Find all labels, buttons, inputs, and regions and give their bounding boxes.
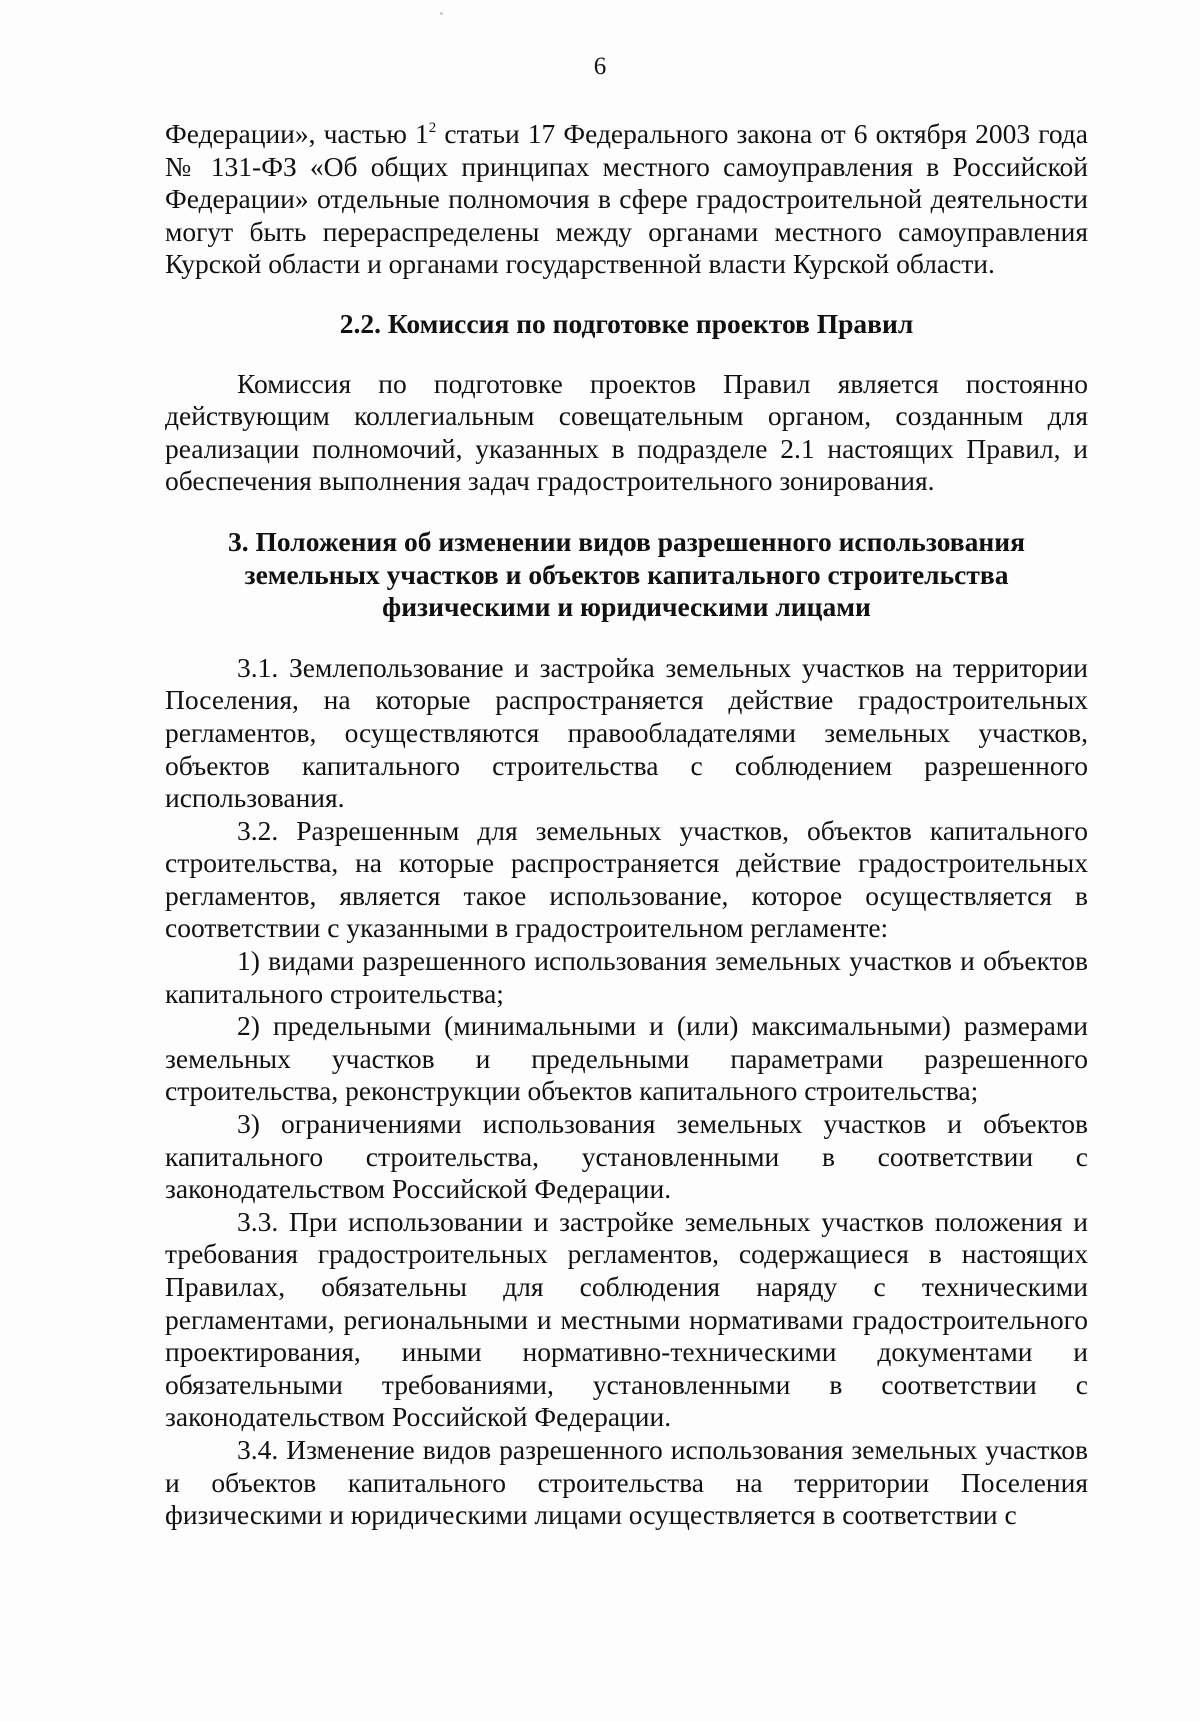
paragraph-commission: Комиссия по подготовке проектов Правил является постоянно действующим коллегиальным совещательным органом, созданным для реализации полномочий, указанных в подразделе 2.1 настоящих Правил, и обеспечения выполнения задач градостроительного зонирования. (165, 367, 1088, 497)
document-body (165, 118, 1088, 1532)
page-number: 6 (593, 53, 607, 80)
section-heading-2-2: 2.2. Комиссия по подготовке проектов Правил (339, 307, 914, 339)
paragraph-continuation-text-end: статьи 17 Федерального закона от 6 октября 2003 года № 131-ФЗ «Об общих принципах местного самоуправления в Российской Федерации» отдельные полномочия в сфере градостроительной деятельности могут быть перераспределены между органами местного самоуправления Курской области и органами государственной власти Курской области. (165, 118, 1088, 280)
paragraph-3-4: 3.4. Изменение видов разрешенного использования земельных участков и объектов капитального строительства на территории Поселения физическими и юридическими лицами осуществляется в соответствии с (165, 1433, 1088, 1531)
section-heading-3-line-1: 3. Положения об изменении видов разрешенного использования (228, 525, 1025, 557)
paragraph-3-1: 3.1. Землепользование и застройка земельных участков на территории Поселения, на которые распространяется действие градостроительных регламентов, осуществляются правообладателями земельных участков, объектов капитального строительства с соблюдением разрешенного использования. (165, 651, 1088, 814)
paragraph-3-2: 3.2. Разрешенным для земельных участков, объектов капитального строительства, на которые распространяется действие градостроительных регламентов, является такое использование, которое осуществляется в соответствии с указанными в градостроительном регламенте: (165, 814, 1088, 944)
list-item-2: 2) предельными (минимальными и (или) максимальными) размерами земельных участков и предельными параметрами разрешенного строительства, реконструкции объектов капитального строительства; (165, 1010, 1088, 1107)
list-item-3: 3) ограничениями использования земельных участков и объектов капитального строительства, установленными в соответствии с законодательством Российской Федерации. (165, 1108, 1088, 1205)
paragraph-continuation (165, 118, 1088, 281)
list-item-1: 1) видами разрешенного использования земельных участков и объектов капитального строительства; (165, 945, 1088, 1009)
scan-artifact-dot (440, 12, 443, 15)
superscript-part-number: 2 (428, 120, 437, 136)
section-heading-3 (165, 526, 1088, 624)
section-heading-3-line-2: земельных участков и объектов капитального строительства (244, 558, 1009, 590)
paragraph-continuation-text-start: Федерации», частью 1 (165, 118, 429, 149)
section-heading-3-line-3: физическими и юридическими лицами (382, 591, 871, 623)
paragraph-3-3: 3.3. При использовании и застройке земельных участков положения и требования градостроительных регламентов, содержащиеся в настоящих Правилах, обязательны для соблюдения наряду с техническими регламентами, региональными и местными нормативами градостроительного проектирования, иными нормативно-техническими документами и обязательными требованиями, установленными в соответствии с законодательством Российской Федерации. (165, 1205, 1088, 1433)
